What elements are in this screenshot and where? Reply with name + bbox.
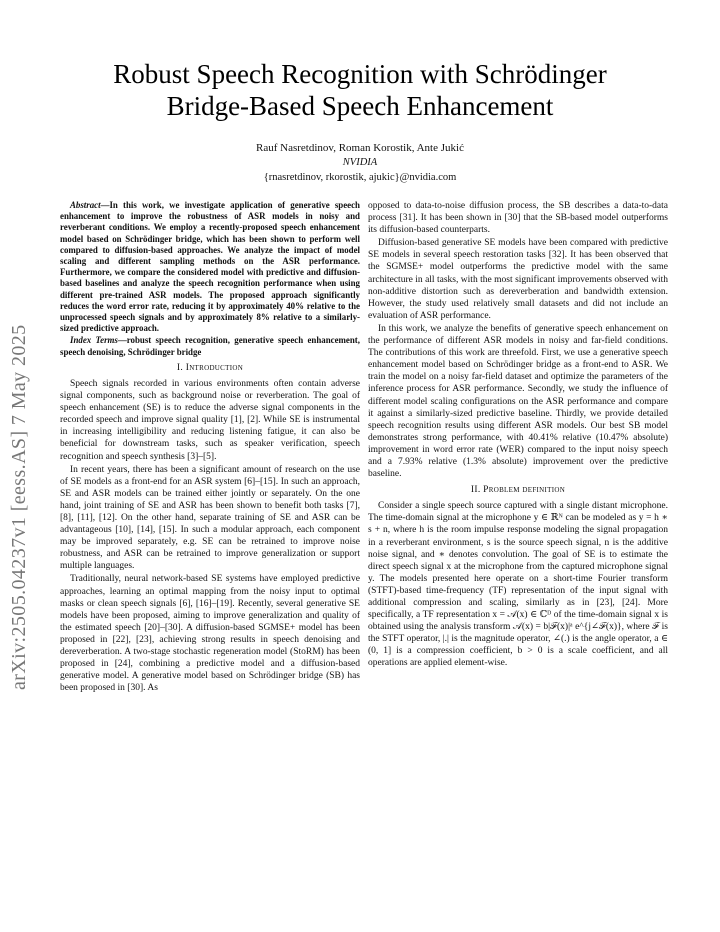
section-heading-introduction: I. Introduction [176, 362, 244, 373]
paper-title [60, 58, 660, 122]
intro-paragraph-3: Traditionally, neural network-based SE systems have employed predictive approaches, learning an optimal mapping from the noisy input to optimal masks or clean speech signals [6], [16]–[19]. Recently, several generative SE models have been proposed, aiming to improve generalization and quality of the estimated speech [20]–[30]. A diffusion-based SGMSE+ model has been proposed in [22], [23], achieving strong results in speech denoising and dereverberation. A two-stage stochastic regeneration model (StoRM) has been proposed in [24], combining a predictive model and a diffusion-based generative model. A generative model based on Schrödinger bridge (SB) has been proposed in [30]. As [60, 574, 360, 694]
section-heading-problem-definition: II. Problem definition [470, 485, 566, 496]
abstract-text: —In this work, we investigate application of generative speech enhancement to improve the robustness of ASR models in noisy and reverberant conditions. We employ a recently-proposed speech enhancement model based on Schrödinger bridge, which has been shown to perform well compared to diffusion-based approaches. We analyze the impact of model scaling and different sampling methods on the ASR performance. Furthermore, we compare the considered model with predictive and diffusion-based baselines and analyze the speech recognition performance when using different pre-trained ASR models. The proposed approach significantly reduces the word error rate, reducing it by approximately 40% relative to the unprocessed speech signals and by approximately 8% relative to a similarly-sized predictive approach. [60, 200, 360, 334]
arxiv-stamp: arXiv:2505.04237v1 [eess.AS] 7 May 2025 [8, 324, 30, 690]
abstract-lead: Abstract [70, 200, 101, 210]
intro-paragraph-2: In recent years, there has been a significant amount of research on the use of SE models as a front-end for an ASR system [6]–[15]. In such an approach, SE and ASR models can be trained either jointly or separately. On the one hand, joint training of SE and ASR has been shown to benefit both tasks [7], [8], [11], [12]. On the other hand, separate training of SE and ASR can be advantageous [10], [14], [15]. In such a modular approach, each component may be improved separately, e.g. SE can be retrained to improve noise robustness, and ASR can be retrained to improve generalization or support multiple languages. [60, 464, 360, 572]
left-column [60, 200, 360, 695]
index-terms-lead: Index Terms [70, 335, 118, 346]
problem-paragraph: Consider a single speech source captured with a single distant microphone. The time-domain signal at the microphone y ∈ ℝᴺ can be modeled as y = h ∗ s + n, where h is the room impulse response modeling the signal propagation in a reverberant environment, s is the source speech signal, n is the additive noise signal, and ∗ denotes convolution. The goal of SE is to estimate the direct speech signal x at the microphone from the captured microphone signal y. The models presented here operate on a short-time Fourier transform (STFT)-based time-frequency (TF) representation of the input signal with additional compression and scaling, similarly as in [23], [24]. More specifically, a TF representation x = 𝒜(x) ∈ ℂᴰ of the time-domain signal x is obtained using the analysis transform 𝒜(x) = b|ℱ(x)|ᵃ e^{j∠ℱ(x)}, where ℱ is the STFT operator, |.| is the magnitude operator, ∠(.) is the angle operator, a ∈ (0, 1] is a compression coefficient, b > 0 is a scale coefficient, and all operations are applied element-wise. [368, 501, 668, 669]
abstract [60, 200, 360, 334]
intro-paragraph-1: Speech signals recorded in various environments often contain adverse signal components, such as background noise or reverberation. The goal of speech enhancement (SE) is to reduce the adverse signal components in the recorded speech and improve signal quality [1], [2]. While SE is instrumental in increasing intelligibility and reducing listening fatigue, it can also be beneficial for downstream tasks, such as speaker verification, speech recognition and speech synthesis [3]–[5]. [60, 378, 360, 462]
right-paragraph-3: In this work, we analyze the benefits of generative speech enhancement on the performance of different ASR models in noisy and far-field conditions. The contributions of this work are threefold. First, we use a generative speech enhancement model based on Schrödinger bridge as a front-end to ASR. We train the model on a noisy far-field dataset and optimize the parameters of the inference process for ASR performance. Secondly, we study the influence of different model scaling configurations on the ASR performance and compare it against a similarly-sized predictive baseline. Thirdly, we provide detailed speech recognition results using different ASR models. Our best SB model demonstrates strong performance, with 40.41% relative (10.47% absolute) improvement in word error rate (WER) compared to the input noisy speech and a 7.93% relative (1.3% absolute) improvement over the predictive baseline. [368, 323, 668, 480]
right-paragraph-1: opposed to data-to-noise diffusion process, the SB describes a data-to-data process [31]. It has been shown in [30] that the SB-based model outperforms its diffusion-based counterparts. [368, 201, 668, 236]
right-column [368, 200, 668, 671]
affiliation: NVIDIA [342, 157, 378, 168]
index-terms-text: —robust speech recognition, generative speech enhancement, speech denoising, Schrödinger bridge [60, 335, 360, 357]
index-terms [60, 335, 360, 357]
title-line-2: Bridge-Based Speech Enhancement [166, 91, 554, 121]
right-paragraph-2: Diffusion-based generative SE models have been compared with predictive SE models in several speech restoration tasks [32]. It has been observed that the SGMSE+ model outperforms the predictive model with the same architecture in all tasks, with the most significant improvements observed with non-additive distortion such as dereverberation and bandwidth extension. However, the study used relatively small datasets and did not include an evaluation of ASR performance. [368, 238, 668, 321]
authors: Rauf Nasretdinov, Roman Korostik, Ante Jukić [256, 142, 464, 154]
author-emails: {rnasretdinov, rkorostik, ajukic}@nvidia.com [263, 172, 457, 183]
title-line-1: Robust Speech Recognition with Schrödinger [113, 59, 607, 89]
